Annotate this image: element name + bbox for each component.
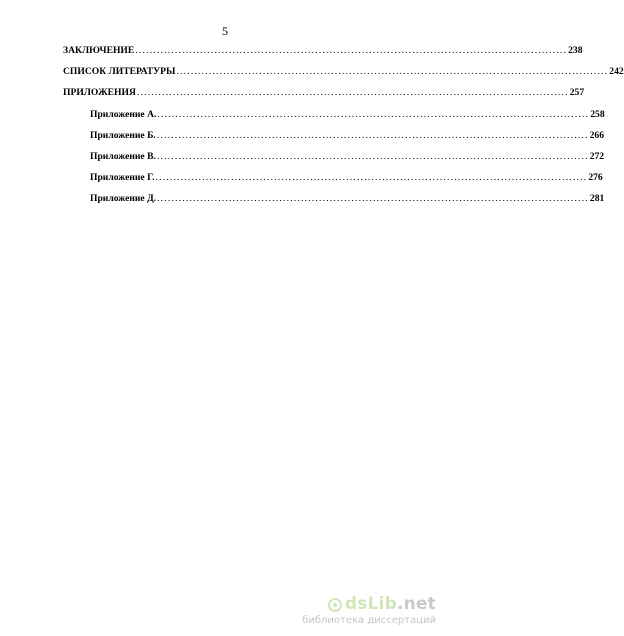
toc-entry-appendix-a (63, 108, 605, 130)
toc-entry-appendix-v (63, 150, 605, 172)
toc-entry-appendix-d (63, 193, 605, 214)
toc-dot-leader: ........................................................................................................................ (136, 87, 569, 99)
toc-entry-label: СПИСОК ЛИТЕРАТУРЫ (63, 66, 176, 78)
table-of-contents (63, 45, 624, 215)
toc-entry-page: 266 (589, 129, 605, 141)
toc-dot-leader: ........................................................................................................................ (157, 193, 589, 205)
toc-entry-label: Приложение Б. (90, 129, 156, 141)
toc-dot-leader: ........................................................................................................................ (156, 150, 589, 162)
toc-entry-page: 258 (590, 108, 605, 120)
toc-entry-page: 257 (569, 87, 585, 99)
page-number: 5 (222, 24, 228, 38)
toc-entry-page: 272 (589, 150, 605, 162)
watermark-tagline: библиотека диссертаций (302, 615, 436, 626)
watermark (302, 594, 436, 626)
watermark-brand-suffix: .net (396, 594, 436, 614)
watermark-brand (345, 594, 436, 614)
toc-entry-page: 238 (568, 45, 583, 56)
toc-dot-leader: ........................................................................................................................ (135, 45, 568, 56)
toc-entry-page: 242 (609, 66, 624, 78)
toc-dot-leader: ........................................................................................................................ (155, 172, 588, 184)
toc-entry-label: ПРИЛОЖЕНИЯ (63, 87, 136, 99)
toc-entry-label: Приложение В. (90, 150, 156, 162)
toc-entry-appendix-g (63, 172, 603, 193)
toc-entry-label: Приложение А. (90, 108, 157, 120)
toc-entry-references (63, 66, 624, 87)
toc-entry-page: 281 (589, 193, 605, 205)
toc-entry-label: ЗАКЛЮЧЕНИЕ (63, 45, 135, 56)
toc-entry-appendix-b (63, 129, 605, 151)
toc-entry-label: Приложение Г. (90, 172, 155, 184)
toc-entry-appendices (63, 87, 585, 108)
toc-dot-leader: ........................................................................................................................ (156, 129, 589, 141)
toc-dot-leader: ........................................................................................................................ (176, 66, 609, 78)
watermark-logo (302, 594, 436, 614)
toc-entry-label: Приложение Д. (90, 193, 157, 205)
dslib-logo-icon (328, 597, 342, 611)
toc-entry-conclusion (63, 45, 583, 66)
watermark-brand-main: dsLib (344, 594, 397, 614)
toc-entry-page: 276 (588, 172, 603, 184)
toc-dot-leader: ........................................................................................................................ (157, 108, 590, 120)
